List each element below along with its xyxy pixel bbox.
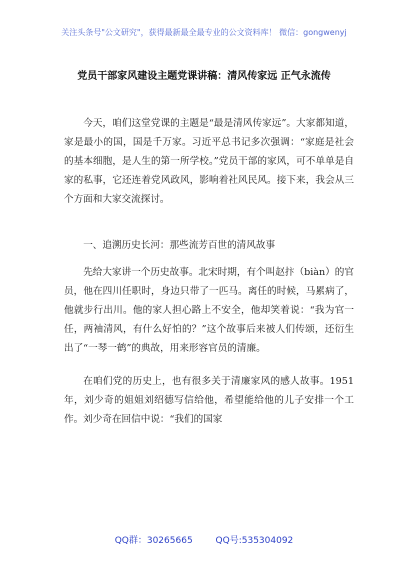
section-heading-1: 一、追溯历史长河：那些流芳百世的清风故事 [83, 240, 276, 251]
footer-qq-number[interactable]: QQ号:535304092 [215, 536, 294, 546]
footer-contact [0, 535, 408, 547]
header-promo-link[interactable]: 关注头条号"公文研究"，获得最新最全最专业的公文资料库！ 微信：gongwenyj [61, 28, 347, 37]
footer-qq-group[interactable]: QQ群：30265665 [114, 536, 193, 546]
document-title: 党员干部家风建设主题党课讲稿：清风传家远 正气永流传 [77, 71, 331, 82]
section1-paragraph-2: 在咱们党的历史上，也有很多关于清廉家风的感人故事。1951年，刘少奇的姐姐刘绍德写信给他，希望能给他的儿子安排一个工作。刘少奇在回信中说：“我们的国家 [64, 376, 354, 425]
document-body [64, 114, 354, 429]
section1-paragraph-1: 先给大家讲一个历史故事。北宋时期，有个叫赵抃（biàn）的官员，他在四川任职时，身边只带了一匹马。离任的时候，马累病了，他就步行出川。他的家人担心路上不安全，他却笑着说：“我为官一任，两袖清风，有什么好怕的？”这个故事后来被人们传颂，还衍生出了“一琴一鹤”的典故，用来形容官员的清廉。 [64, 267, 354, 354]
intro-paragraph: 今天，咱们这堂党课的主题是“最是清风传家远”。大家都知道，家是最小的国，国是千万家。习近平总书记多次强调：“家庭是社会的基本细胞，是人生的第一所学校。”党员干部的家风，可不单单是自家的私事，它还连着党风政风，影响着社风民风。接下来，我会从三个方面和大家交流探讨。 [64, 118, 354, 205]
